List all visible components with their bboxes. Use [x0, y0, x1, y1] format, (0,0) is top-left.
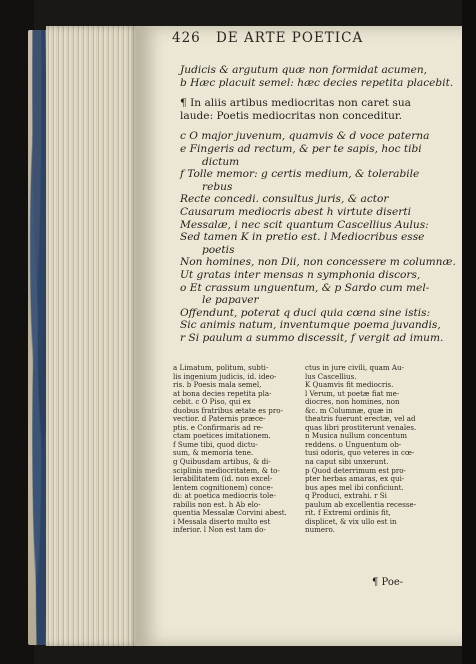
footnote-line: di: at poetica mediocris tole- — [173, 491, 276, 501]
footnote-line: &c. m Columnæ, quæ in — [305, 405, 393, 415]
footnote-line: ctam poetices imitationem. — [173, 431, 271, 441]
footnotes-right-column — [305, 364, 431, 535]
stanza-gap — [180, 122, 442, 130]
footnote-line: paulum ab excellentia recesse- — [305, 499, 417, 509]
poem-line: Recte concedi. consultus juris, & actor — [180, 193, 389, 206]
footnote-line: lentem cognitionem) conce- — [173, 482, 273, 492]
poem-line: poetis — [202, 243, 235, 256]
footnote-line: ris. b Poesis mala semel, — [173, 380, 262, 390]
poem-line: Ut gratas inter mensas n symphonia discors, — [180, 268, 421, 281]
poem-line: dictum — [202, 155, 240, 168]
footnote-line: lerabilitatem (id. non excel- — [173, 474, 273, 484]
footnote-line: q Produci, extrahi. r Si — [305, 491, 387, 501]
background-right — [462, 0, 476, 664]
footnote-line: f Sume tibi, quod dictu- — [173, 439, 258, 449]
poem-text — [180, 64, 456, 344]
footnote-line: displicet, & vix ullo est in — [305, 516, 397, 526]
footnote-line: theatris fuerunt erectæ, vel ad — [305, 414, 416, 424]
footnote-line: p Quod deterrimum est pro- — [305, 465, 406, 475]
footnote-line: diocres, non homines, non — [305, 397, 400, 407]
running-head: DE ARTE POETICA — [216, 30, 364, 46]
poem-line: Sed tamen K in pretio est. l Mediocribus esse — [180, 231, 425, 244]
poem-line: Messalæ, i nec scit quantum Cascellius Aulus: — [180, 218, 429, 231]
poem-line: ¶ In aliis artibus mediocritas non caret sua — [180, 97, 411, 110]
footnote-line: at bona decies repetita pla- — [173, 388, 272, 398]
poem-line: rebus — [202, 180, 233, 193]
footnote-line: na caput sibi unxerunt. — [305, 457, 389, 467]
footnote-line: lis ingenium judicis, id. ideo- — [173, 371, 277, 381]
footnote-line: ptis. e Confirmaris ad re- — [173, 422, 264, 432]
footnote-line: sum, & memoria tene. — [173, 448, 254, 458]
footnote-line: reddens. o Unguentum ob- — [305, 439, 402, 449]
footnote-line: bus apes mel ibi conficiunt. — [305, 482, 404, 492]
poem-line: Judicis & argutum quæ non formidat acumen, — [180, 64, 428, 76]
footnote-line: inferior. l Non est tam do- — [173, 525, 266, 535]
footnote-line: rit. f Extremi ordinis fit, — [305, 508, 391, 518]
poem-line: laude: Poetis mediocritas non conceditur. — [180, 109, 403, 122]
footnote-line: g Quibusdam artibus, & di- — [173, 457, 271, 467]
footnote-line: lus Cascellius. — [305, 371, 357, 381]
poem-line: le papaver — [202, 294, 259, 307]
poem-line: o Et crassum unguentum, & p Sardo cum mel- — [180, 281, 430, 294]
page-number: 426 — [172, 30, 201, 46]
footnote-line: duobus fratribus ætate es pro- — [173, 405, 283, 415]
footnote-line: cebit. c O Piso, qui ex — [173, 397, 251, 407]
footnote-line: K Quamvis fit mediocris. — [305, 380, 394, 390]
footnote-line: rabilis non est. h Ab elo- — [173, 499, 261, 509]
poem-line: Sic animis natum, inventumque poema juvandis, — [180, 319, 441, 332]
page-stack-edges — [46, 26, 138, 646]
footnote-line: ctus in jure civili, quam Au- — [305, 363, 404, 372]
catchword: ¶ Poe- — [372, 577, 404, 588]
poem-line: Offendunt, poterat q duci quia cœna sine istis: — [180, 306, 431, 319]
footnote-line: pter herbas amaras, ex qui- — [305, 474, 405, 484]
poem-line: Non homines, non Dii, non concessere m columnæ. — [180, 256, 456, 269]
footnote-line: quentia Messalæ Corvini abest. — [173, 508, 287, 518]
footnotes-left-column — [173, 364, 299, 535]
page-header — [172, 30, 442, 48]
footnote-line: quas libri prostiterunt venales. — [305, 422, 417, 432]
footnote-line: l Verum, ut poetæ fiat me- — [305, 388, 400, 398]
footnote-line: n Musica nullum concentum — [305, 431, 407, 441]
footnote-line: i Messala diserto multo est — [173, 516, 271, 526]
poem-line: e Fingeris ad rectum, & per te sapis, hoc tibi — [180, 142, 422, 155]
footnote-line: tusi odoris, quo veteres in cœ- — [305, 448, 415, 458]
footnote-line: a Limatum, politum, subti- — [173, 363, 269, 372]
footnote-line: numero. — [305, 525, 335, 535]
poem-line: Causarum mediocris abest h virtute diserti — [180, 205, 411, 218]
poem-line: f Tolle memor: g certis medium, & tolerabile — [180, 168, 420, 181]
footnote-line: sciplinis mediocritatem, & to- — [173, 465, 280, 475]
poem-line: c O major juvenum, quamvis & d voce paterna — [180, 130, 430, 143]
poem-line: r Si paulum a summo discessit, f vergit ad imum. — [180, 331, 444, 344]
stanza-gap — [180, 89, 442, 97]
footnote-line: vectior. d Paternis præce- — [173, 414, 266, 424]
poem-line: b Hæc placuit semel: hæc decies repetita placebit. — [180, 76, 454, 89]
